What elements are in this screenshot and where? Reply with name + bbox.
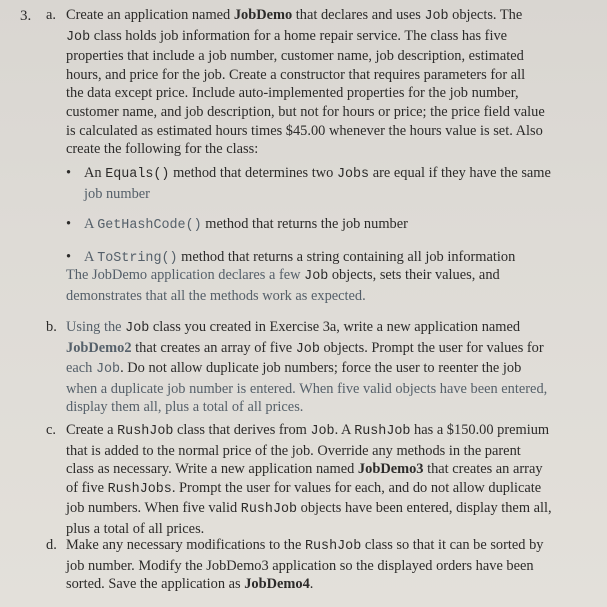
bullet-item-equals [64,164,594,203]
code-term: RushJob [304,539,362,554]
text-span: Make any necessary modifications to the [66,537,305,553]
bullet-icon: • [66,165,72,181]
bullet-item-gethashcode [64,215,594,236]
text-span: of five [66,479,108,496]
code-term: Job [66,29,91,45]
text-line: job number. Modify the JobDemo3 application so the displayed orders have been [66,557,534,574]
code-term: GetHashCode() [97,218,202,234]
text-span: A [84,248,98,265]
code-term: Jobs [336,167,370,182]
method-bullet-list [64,164,594,280]
text-span: Using the [66,319,126,335]
text-span: . A [334,422,355,438]
text-line: create the following for the class: [66,141,259,158]
code-term: RushJobs [107,481,172,497]
text-span: method that returns the job number [201,216,408,233]
text-span: Create a [66,422,118,438]
text-line [46,575,594,594]
code-term: RushJob [240,502,298,518]
code-term: Job [304,269,329,284]
text-line: when a duplicate job number is entered. When five valid objects have been entered, [66,380,548,397]
text-span: class as necessary. Write a new application named [66,461,358,478]
bullet-icon: • [66,248,72,265]
text-span: sorted. Save the application as [66,576,245,593]
code-term: Job [310,424,335,439]
text-span: . Do not allow duplicate job numbers; force the user to reenter the job [120,360,522,377]
app-name-jobdemo4: JobDemo4 [244,576,310,593]
text-span: . [309,576,314,593]
text-line [46,499,594,520]
text-line [46,318,594,339]
text-line: that is added to the normal price of the job. Override any methods in the parent [66,442,521,459]
code-term: Job [95,362,121,378]
part-c [46,421,594,539]
app-name-jobdemo2: JobDemo2 [66,339,132,356]
text-line [46,359,594,380]
text-span: . Prompt the user for values for each, and do not allow duplicate [171,479,542,496]
text-line [46,479,594,500]
text-line [46,536,594,557]
code-term: RushJob [354,424,411,439]
text-span: The JobDemo application declares a few [66,267,305,283]
part-b-label: b. [46,319,57,335]
text-span: each [66,360,96,377]
part-a [46,6,591,159]
text-span: class you created in Exercise 3a, write a new application named [149,319,521,335]
text-line: plus a total of all prices. [66,520,205,537]
text-line [46,6,591,27]
code-term: Job [295,341,320,357]
text-line [66,266,596,287]
text-line: properties that include a job number, customer name, job description, estimated [66,48,524,65]
text-span: objects, sets their values, and [328,267,500,283]
part-a-label: a. [46,7,56,23]
code-term: Equals() [105,167,170,182]
text-span: that declares and uses [292,7,425,23]
part-c-label: c. [46,422,56,438]
text-line: display them all, plus a total of all prices. [66,399,304,416]
text-span: that creates an array of five [131,339,296,356]
text-span: method that returns a string containing all job information [177,248,516,265]
text-span: method that determines two [169,165,337,181]
text-span: that creates an array [423,461,543,478]
code-term: Job [424,9,449,24]
text-span: objects. The [448,7,523,23]
text-line: is calculated as estimated hours times $45.00 whenever the hours value is set. Also [66,122,543,139]
text-span: class so that it can be sorted by [361,537,544,553]
text-span: job number [84,185,150,202]
code-term: RushJob [117,424,174,439]
text-span: An [84,165,106,181]
text-line [46,421,594,442]
text-line [46,339,594,360]
text-line: the data except price. Include auto-implemented properties for the job number, [66,85,519,102]
part-d-label: d. [46,537,57,553]
code-term: ToString() [97,250,178,266]
part-a-closing [66,266,596,305]
app-name-jobdemo: JobDemo [233,7,293,23]
part-d [46,536,594,594]
text-span: are equal if they have the same [369,165,551,181]
text-span: class that derives from [173,422,311,438]
part-b [46,318,594,417]
text-line [46,27,591,48]
text-line [46,460,594,479]
text-span: Create an application named [66,7,234,23]
bullet-icon: • [66,216,72,233]
text-span: class holds job information for a home repair service. The class has five [90,27,508,44]
text-line: customer name, and job description, but not for hours or price; the price field value [66,103,545,120]
text-span: objects. Prompt the user for values for [319,339,544,356]
text-line: hours, and price for the job. Create a constructor that requires parameters for all [66,66,526,83]
text-span: objects have been entered, display them all, [297,500,552,517]
text-line: demonstrates that all the methods work as expected. [66,287,366,304]
code-term: Job [125,321,150,336]
app-name-jobdemo3: JobDemo3 [357,461,424,478]
text-span: has a $150.00 premium [410,422,550,438]
text-span: A [84,216,98,233]
question-number: 3. [20,8,32,24]
text-span: job numbers. When five valid [66,500,241,517]
